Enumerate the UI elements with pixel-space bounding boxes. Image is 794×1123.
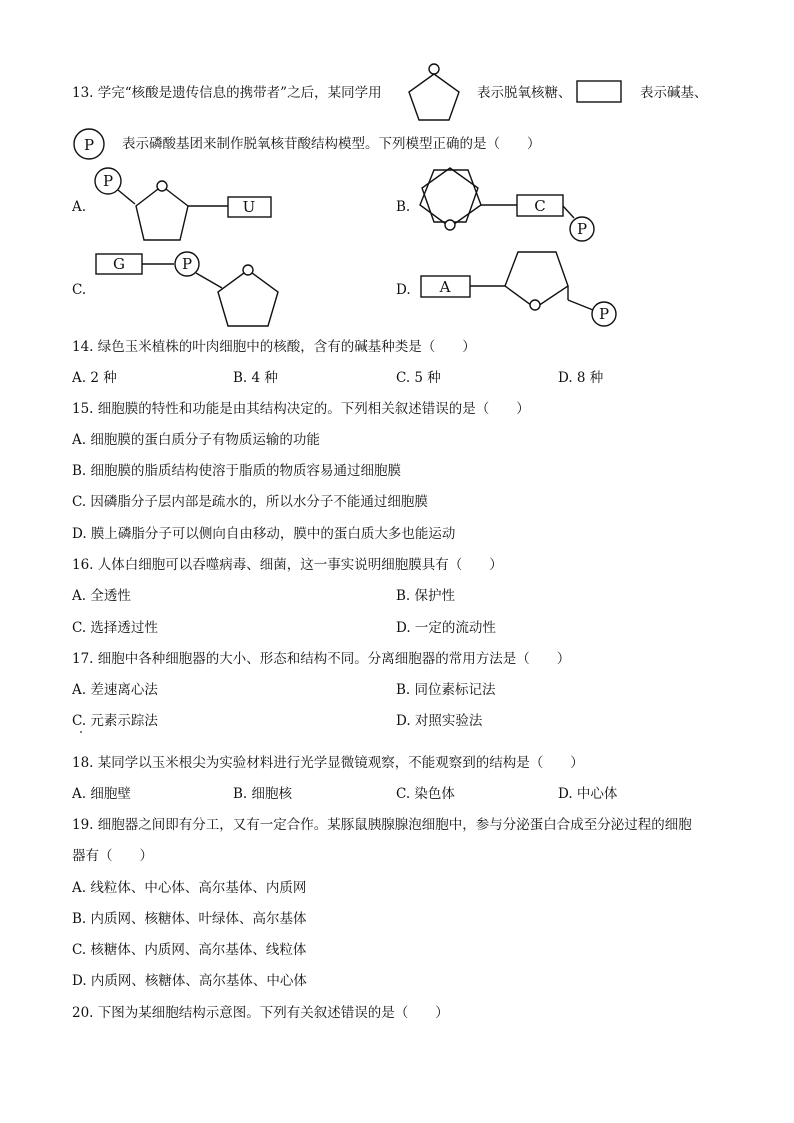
q15-option-c: C. 因磷脂分子层内部是疏水的，所以水分子不能通过细胞膜: [72, 494, 428, 510]
q19-stem-line1: 19. 细胞器之间即有分工，又有一定合作。某豚鼠胰腺腺泡细胞中，参与分泌蛋白合成至分泌过程的细胞: [72, 817, 692, 833]
q13-stem-part4: 表示磷酸基团来制作脱氧核苷酸结构模型。下列模型正确的是（ ）: [122, 136, 541, 152]
q17-stem: 17. 细胞中各种细胞器的大小、形态和结构不同。分离细胞器的常用方法是（ ）: [72, 651, 571, 667]
q18-option-a: A. 细胞壁: [72, 786, 131, 802]
q16-option-d: D. 一定的流动性: [396, 620, 496, 636]
q15-option-b: B. 细胞膜的脂质结构使溶于脂质的物质容易通过细胞膜: [72, 463, 402, 479]
q17-option-a: A. 差速离心法: [72, 682, 158, 698]
q14-option-c: C. 5 种: [396, 370, 441, 386]
q19-stem-line2: 器有（ ）: [72, 848, 153, 864]
legend-base-icon: [577, 81, 621, 102]
q16-option-c: C. 选择透过性: [72, 620, 158, 636]
option-a-letter: A.: [72, 199, 87, 215]
q18-option-d: D. 中心体: [558, 786, 618, 802]
q16-stem: 16. 人体白细胞可以吞噬病毒、细菌，这一事实说明细胞膜具有（ ）: [72, 557, 503, 573]
q13-stem-part1: 13. 学完“核酸是遗传信息的携带者”之后，某同学用: [72, 85, 382, 101]
q15-option-a: A. 细胞膜的蛋白质分子有物质运输的功能: [72, 432, 320, 448]
q14-option-a: A. 2 种: [72, 370, 117, 386]
q13-stem-part2: 表示脱氧核糖、: [477, 85, 572, 101]
q14-option-b: B. 4 种: [233, 370, 278, 386]
q19-option-b: B. 内质网、核糖体、叶绿体、高尔基体: [72, 911, 307, 927]
stray-dot: [80, 731, 82, 733]
option-d-phosphate-label: P: [598, 305, 610, 323]
option-c-phosphate-label: P: [181, 255, 193, 273]
q14-stem: 14. 绿色玉米植株的叶肉细胞中的核酸，含有的碱基种类是（ ）: [72, 339, 476, 355]
option-b-phosphate-label: P: [576, 220, 588, 238]
option-c-base-label: G: [113, 255, 125, 273]
q18-option-c: C. 染色体: [396, 786, 455, 802]
q16-option-a: A. 全透性: [72, 588, 131, 604]
q19-option-c: C. 核糖体、内质网、高尔基体、线粒体: [72, 942, 307, 958]
option-b-base-label: C: [534, 197, 546, 215]
q19-option-a: A. 线粒体、中心体、高尔基体、内质网: [72, 880, 307, 896]
q17-option-c: C. 元素示踪法: [72, 713, 158, 729]
option-a-base-label: U: [242, 198, 256, 216]
q15-option-d: D. 膜上磷脂分子可以侧向自由移动，膜中的蛋白质大多也能运动: [72, 526, 456, 542]
legend-deoxyribose-icon: [409, 64, 459, 120]
q16-option-b: B. 保护性: [396, 588, 456, 604]
q20-stem: 20. 下图为某细胞结构示意图。下列有关叙述错误的是（ ）: [72, 1005, 449, 1021]
q19-option-d: D. 内质网、核糖体、高尔基体、中心体: [72, 973, 307, 989]
option-b-letter: B.: [396, 199, 411, 215]
q17-option-b: B. 同位素标记法: [396, 682, 496, 698]
q17-option-d: D. 对照实验法: [396, 713, 483, 729]
q18-stem: 18. 某同学以玉米根尖为实验材料进行光学显微镜观察，不能观察到的结构是（ ）: [72, 755, 584, 771]
q14-option-d: D. 8 种: [558, 370, 604, 386]
option-c-letter: C.: [72, 282, 87, 298]
option-b-figure: [420, 168, 594, 241]
q13-stem-part3: 表示碱基、: [640, 85, 708, 101]
q15-stem: 15. 细胞膜的特性和功能是由其结构决定的。下列相关叙述错误的是（ ）: [72, 401, 530, 417]
option-a-phosphate-label: P: [102, 172, 114, 190]
q18-option-b: B. 细胞核: [233, 786, 293, 802]
option-d-base-label: A: [439, 278, 451, 296]
legend-phosphate-label: P: [83, 136, 95, 154]
option-d-letter: D.: [396, 282, 411, 298]
